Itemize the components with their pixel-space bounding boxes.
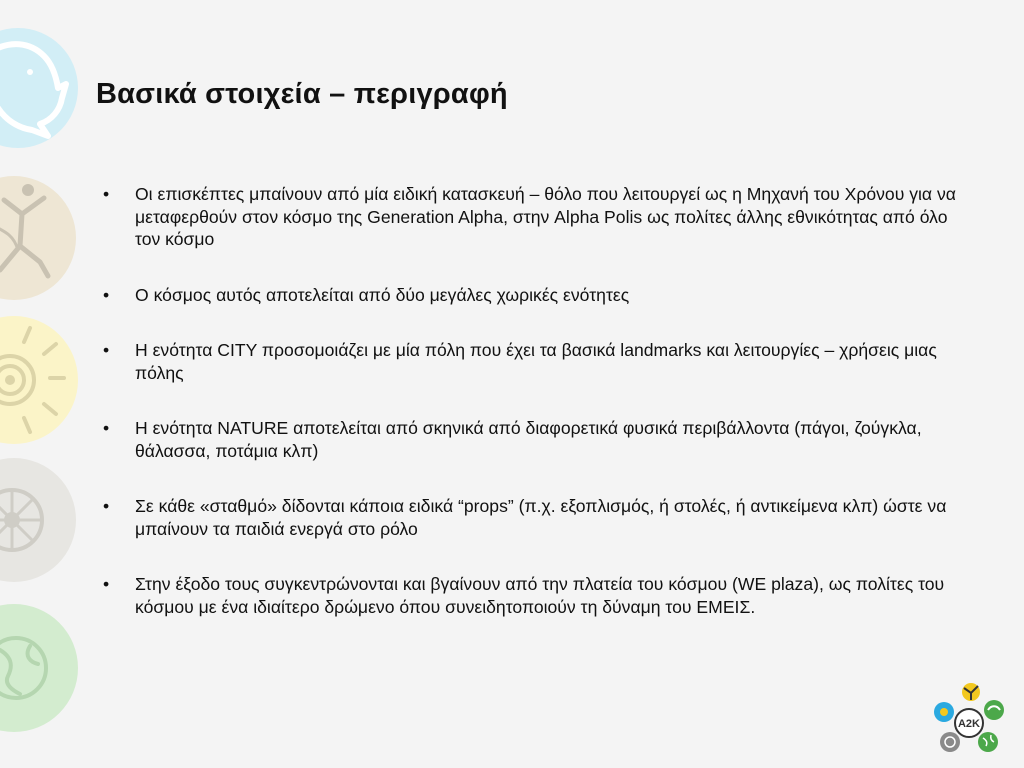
bullet-item xyxy=(103,573,973,618)
bullet-text: Σε κάθε «σταθμό» δίδονται κάποια ειδικά “props” (π.χ. εξοπλισμός, ή στολές, ή αντικείμενα κλπ) ώστε να μπαίνουν τα παιδιά ενεργά στο ρόλο xyxy=(135,496,947,539)
bullet-dot: • xyxy=(103,574,110,594)
a2k-logo xyxy=(928,680,1008,760)
wheel-icon xyxy=(0,458,76,582)
bullet-dot: • xyxy=(103,340,110,360)
globe-icon xyxy=(0,604,78,732)
sun-spiral-icon xyxy=(0,316,78,444)
bullet-dot: • xyxy=(103,184,110,204)
bullet-item xyxy=(103,495,973,540)
bullet-text: Ο κόσμος αυτός αποτελείται από δύο μεγάλες χωρικές ενότητες xyxy=(135,284,630,305)
bullet-text: Στην έξοδο τους συγκεντρώνονται και βγαίνουν από την πλατεία του κόσμου (WE plaza), ως πολίτες του κόσμου με ένα ιδιαίτερο δρώμενο όπου συνειδητοποιούν τη δύναμη του ΕΜΕΙΣ. xyxy=(135,574,945,617)
bullet-dot: • xyxy=(103,496,110,516)
figure-icon xyxy=(0,176,76,300)
bullet-dot: • xyxy=(103,284,110,305)
slide-title: Βασικά στοιχεία – περιγραφή xyxy=(96,78,508,110)
bullet-text: Η ενότητα CITY προσομοιάζει με μία πόλη που έχει τα βασικά landmarks και λειτουργίες – χρήσεις μιας πόλης xyxy=(135,340,937,383)
logo-globe-circle xyxy=(978,732,998,752)
decorative-left-strip xyxy=(0,0,90,768)
bullet-item xyxy=(103,183,973,251)
bullet-item xyxy=(103,339,973,384)
logo-dolphin-circle xyxy=(984,700,1004,720)
bullet-item xyxy=(103,284,973,307)
bullet-text: Η ενότητα NATURE αποτελείται από σκηνικά από διαφορετικά φυσικά περιβάλλοντα (πάγοι, ζούγκλα, θάλασσα, ποτάμια κλπ) xyxy=(135,418,922,461)
dolphin-icon xyxy=(0,28,78,148)
bullet-text: Οι επισκέπτες μπαίνουν από μία ειδική κατασκευή – θόλο που λειτουργεί ως η Μηχανή του Χρόνου για να μεταφερθούν στον κόσμο της Generation Alpha, στην Alpha Polis ως πολίτες άλλης εθνικότητας από όλο τον κόσμο xyxy=(135,184,956,249)
bullet-item xyxy=(103,417,973,462)
logo-wheel-circle xyxy=(940,732,960,752)
bullet-list xyxy=(103,183,973,651)
logo-text: A2K xyxy=(957,718,981,730)
bullet-dot: • xyxy=(103,418,110,438)
